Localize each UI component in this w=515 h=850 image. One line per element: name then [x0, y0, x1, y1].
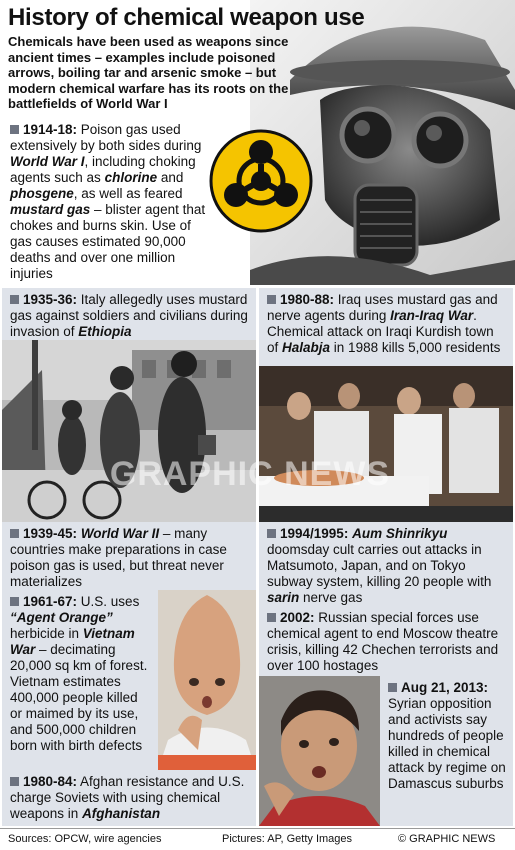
- entry-text: – decimating 20,000 sq km of forest. Vietnam estimates 400,000 people killed or maimed by its use, and 500,000 children born with birth defects: [10, 642, 148, 753]
- entry-emphasis: Iran-Iraq War: [390, 308, 474, 323]
- bullet-square-icon: [267, 529, 276, 538]
- entry-text: – blister agent that chokes and burns skin. Use of gas causes estimated 90,000 deaths and over one million injuries: [10, 202, 206, 281]
- entry-date: 2002:: [280, 610, 315, 625]
- sources-credit: Sources: OPCW, wire agencies: [8, 833, 162, 845]
- bullet-square-icon: [10, 597, 19, 606]
- entry-text: Poison gas used extensively by both sides during: [10, 122, 202, 153]
- bullet-square-icon: [10, 125, 19, 134]
- bullet-square-icon: [388, 683, 397, 692]
- bullet-square-icon: [10, 295, 19, 304]
- entry-emphasis: mustard gas: [10, 202, 91, 217]
- entry-date: Aug 21, 2013:: [401, 680, 489, 695]
- entry-text: Iraq uses mustard gas and nerve agents during: [267, 292, 498, 323]
- entry-text: U.S. uses: [77, 594, 140, 609]
- entry-emphasis: Aum Shinrikyu: [352, 526, 448, 541]
- entry-date: 1939-45:: [23, 526, 78, 541]
- entry-aum: [259, 522, 513, 606]
- entry-text: Afghan resistance and U.S. charge Soviets with using chemical weapons in: [10, 774, 245, 821]
- pictures-credit: Pictures: AP, Getty Images: [222, 833, 353, 845]
- bullet-square-icon: [10, 529, 19, 538]
- entry-date: 1914-18:: [23, 122, 78, 137]
- entry-emphasis: Ethiopia: [78, 324, 132, 339]
- halabja-victims-photo: [259, 366, 513, 522]
- entry-emphasis: Vietnam War: [10, 626, 135, 657]
- entry-text: nerve gas: [299, 590, 363, 605]
- biohazard-symbol-icon: [208, 128, 314, 234]
- footer: [0, 828, 515, 850]
- syria-boy-photo: [259, 676, 380, 826]
- entry-text: herbicide in: [10, 626, 83, 641]
- entry-ww2: [2, 522, 256, 590]
- entry-text: , including choking agents such as: [10, 154, 196, 185]
- entry-vietnam: [2, 590, 158, 770]
- entry-text: Italy allegedly uses mustard gas against soldiers and civilians during invasion of: [10, 292, 248, 339]
- entry-emphasis: World War I: [10, 154, 85, 169]
- entry-date: 1980-84:: [23, 774, 78, 789]
- intro-text: Chemicals have been used as weapons since ancient times – examples include poisoned arrows, boiling tar and arsenic smoke – but modern chemical warfare has its roots on the battlefields of World War I: [8, 34, 289, 111]
- entry-text: – many countries make preparations in case poison gas is used, but threat never materializes: [10, 526, 227, 589]
- entry-date: 1980-88:: [280, 292, 335, 307]
- bullet-square-icon: [10, 777, 19, 786]
- entry-ww1: [2, 118, 212, 288]
- entry-emphasis: Halabja: [282, 340, 331, 355]
- entry-date: 1935-36:: [23, 292, 78, 307]
- entry-text: Russian special forces use chemical agent to end Moscow theatre crisis, killing 42 Chechen terrorists and over 100 hostages: [267, 610, 499, 673]
- entry-emphasis: sarin: [267, 590, 300, 605]
- entry-syria: [380, 676, 513, 826]
- entry-date: 1961-67:: [23, 594, 78, 609]
- entry-emphasis: chlorine: [104, 170, 158, 185]
- entry-emphasis: phosgene: [10, 186, 74, 201]
- entry-text: , as well as feared: [73, 186, 183, 201]
- entry-moscow: [259, 606, 513, 676]
- bullet-square-icon: [267, 613, 276, 622]
- entry-text: . Chemical attack on Iraqi Kurdish town of: [267, 308, 494, 355]
- entry-italy: [2, 288, 256, 340]
- publisher-credit: © GRAPHIC NEWS: [398, 833, 496, 845]
- bullet-square-icon: [267, 295, 276, 304]
- entry-text: and: [157, 170, 184, 185]
- entry-afghan: [2, 770, 256, 826]
- gas-mask-street-photo: [2, 340, 256, 522]
- watermark: GRAPHIC NEWS: [109, 455, 391, 493]
- entry-emphasis: Afghanistan: [82, 806, 161, 821]
- entry-date: 1994/1995:: [280, 526, 349, 541]
- entry-text: in 1988 kills 5,000 residents: [330, 340, 501, 355]
- entry-text: Syrian opposition and activists say hundreds of people killed in chemical attack by regime on Damascus suburbs: [388, 696, 506, 791]
- entry-emphasis: World War II: [80, 526, 160, 541]
- agent-orange-child-photo: [158, 590, 256, 770]
- entry-text: doomsday cult carries out attacks in Matsumoto, Japan, and on Tokyo subway system, killing 20 people with: [267, 542, 492, 589]
- entry-iraq: [259, 288, 513, 366]
- entry-emphasis: “Agent Orange”: [10, 610, 113, 625]
- page-title: History of chemical weapon use: [8, 4, 365, 31]
